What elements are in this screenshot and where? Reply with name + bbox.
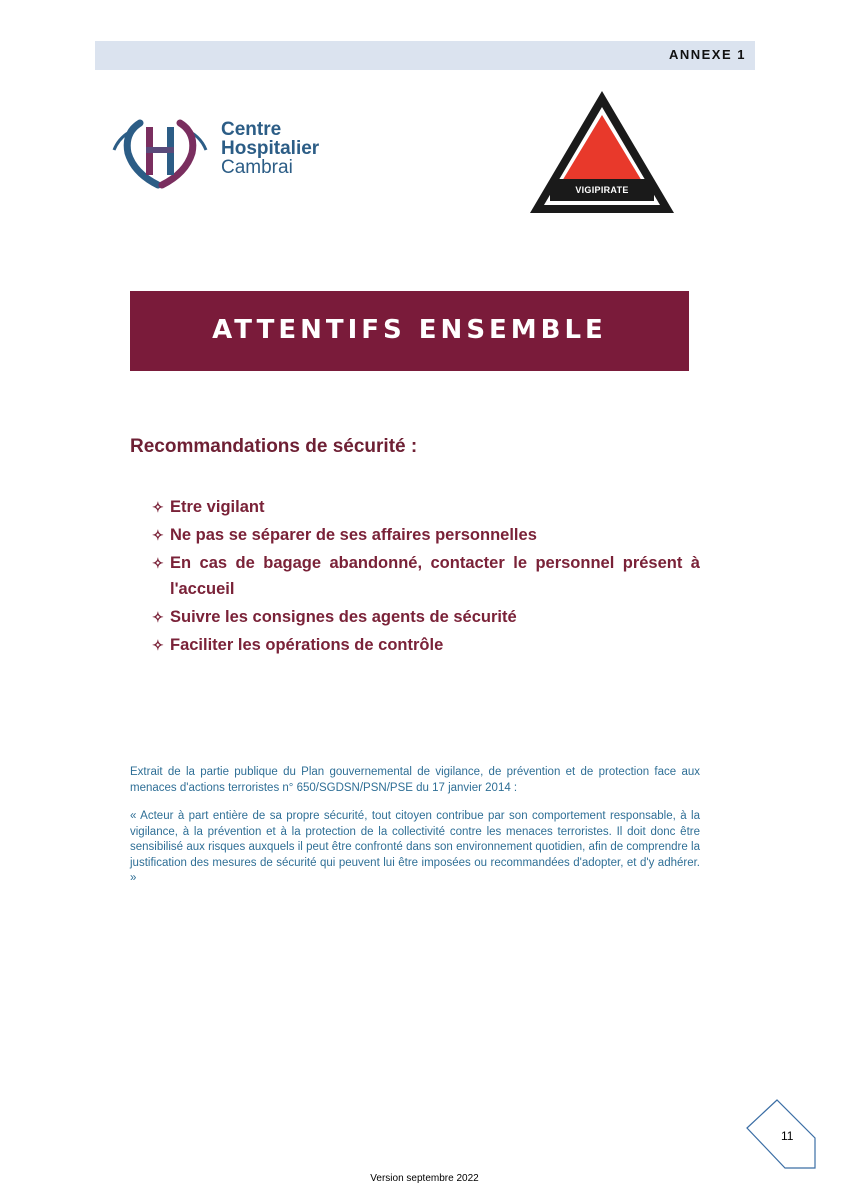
extract-intro: Extrait de la partie publique du Plan gouvernemental de vigilance, de prévention et de protection face aux menaces d'actions terroristes n° 650/SGDSN/PSN/PSE du 17 janvier 2014 : [130, 766, 700, 794]
list-item [152, 550, 700, 602]
attentifs-ensemble-banner [130, 291, 689, 371]
hospital-h-heart-icon [110, 115, 210, 190]
logo-line-cambrai: Cambrai [221, 157, 293, 178]
vigipirate-triangle-icon [528, 89, 676, 215]
logo-line-centre: Centre [221, 119, 282, 140]
diamond-bullet-icon: ✧ [152, 637, 164, 653]
recommendation-text: En cas de bagage abandonné, contacter le personnel présent à l'accueil [170, 554, 700, 598]
recommendation-text: Etre vigilant [170, 498, 265, 516]
diamond-bullet-icon: ✧ [152, 499, 164, 515]
diamond-bullet-icon: ✧ [152, 609, 164, 625]
recommendations-list [152, 494, 700, 660]
list-item [152, 494, 700, 520]
recommendations-title: Recommandations de sécurité : [130, 436, 418, 457]
vigipirate-logo [528, 89, 676, 215]
plan-extract [130, 765, 700, 900]
banner-text: ATTENTIFS ENSEMBLE [212, 315, 607, 345]
annex-header-band [95, 41, 755, 70]
centre-hospitalier-logo [110, 115, 340, 190]
annex-label: ANNEXE 1 [668, 47, 746, 62]
vigipirate-label: VIGIPIRATE [575, 185, 629, 195]
list-item [152, 604, 700, 630]
logo-line-hospitalier: Hospitalier [221, 138, 320, 159]
page-number-badge [745, 1098, 819, 1170]
diamond-bullet-icon: ✧ [152, 555, 164, 571]
list-item [152, 522, 700, 548]
version-footer: Version septembre 2022 [370, 1173, 479, 1184]
page-number: 11 [781, 1129, 794, 1143]
recommendation-text: Suivre les consignes des agents de sécurité [170, 608, 517, 626]
recommendation-text: Faciliter les opérations de contrôle [170, 636, 444, 654]
diamond-bullet-icon: ✧ [152, 527, 164, 543]
list-item [152, 632, 700, 658]
extract-quote: « Acteur à part entière de sa propre sécurité, tout citoyen contribue par son comportement responsable, à la vigilance, à la prévention et à la protection de la collectivité contre les menaces terroristes. Il doit donc être sensibilisé aux risques auxquels il peut être confronté dans son environnement quotidien, afin de comprendre la justification des mesures de sécurité qui peuvent lui être imposées ou recommandées d'adopter, et d'y adhérer. » [130, 810, 700, 884]
recommendation-text: Ne pas se séparer de ses affaires personnelles [170, 526, 537, 544]
